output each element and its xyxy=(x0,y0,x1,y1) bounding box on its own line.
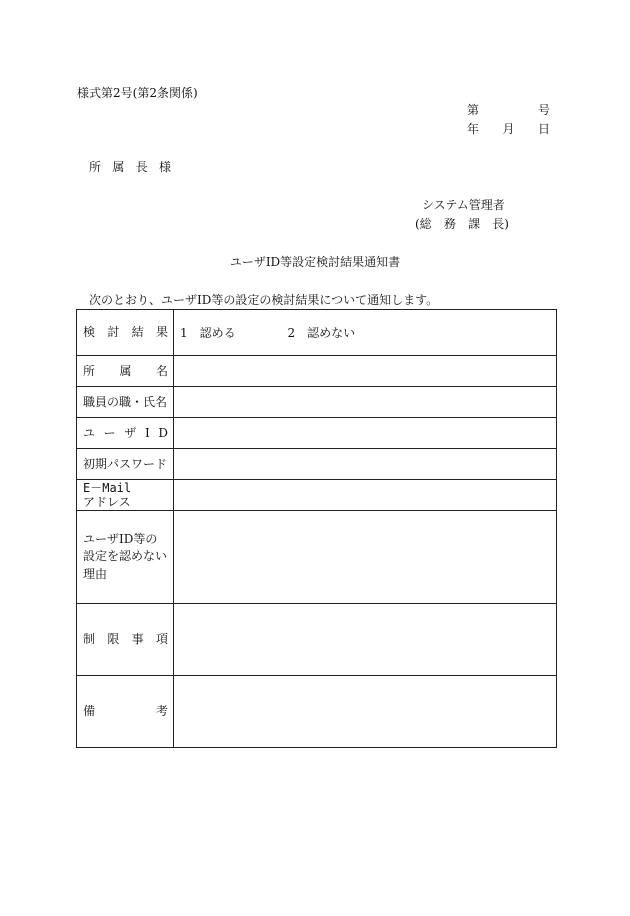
label-char: 備 xyxy=(83,704,96,719)
label-char: 所 xyxy=(83,363,96,378)
label-char: 名 xyxy=(155,363,168,378)
document-title: ユーザID等設定検討結果通知書 xyxy=(229,255,401,269)
value-remarks xyxy=(174,676,557,748)
form-number: 様式第2号(第2条関係) xyxy=(77,86,198,100)
label-char: 討 xyxy=(107,325,120,340)
date-month: 月 xyxy=(502,122,515,136)
addressee xyxy=(89,161,171,173)
addressee-char: 所 xyxy=(89,160,102,174)
sender-role-char: 課 xyxy=(468,217,481,231)
value-password xyxy=(174,449,557,480)
value-staff xyxy=(174,387,557,418)
label-char: 事 xyxy=(131,632,144,647)
label-char: I xyxy=(144,425,150,440)
label-text xyxy=(83,425,168,441)
document-date xyxy=(467,123,550,135)
row-affiliation xyxy=(77,356,557,387)
value-affiliation xyxy=(174,356,557,387)
label-email-line-2: アドレス xyxy=(83,495,131,509)
value-user-id xyxy=(174,418,557,449)
sender-role-char: (総 xyxy=(415,217,432,231)
label-password: 初期パスワード xyxy=(77,449,174,480)
label-char: 検 xyxy=(83,325,96,340)
row-remarks xyxy=(77,676,557,748)
label-email-line-1: E－Mail xyxy=(83,480,132,495)
label-char: 考 xyxy=(155,704,168,719)
label-char: 果 xyxy=(155,325,168,340)
label-char: 項 xyxy=(155,632,168,647)
label-user-id xyxy=(77,418,174,449)
sender-role xyxy=(415,218,509,230)
doc-number-prefix: 第 xyxy=(467,103,480,117)
label-char: D xyxy=(158,425,168,440)
label-text xyxy=(83,324,168,340)
label-char: 結 xyxy=(131,325,144,340)
doc-number-suffix: 号 xyxy=(537,103,550,117)
sender-title: システム管理者 xyxy=(422,198,505,212)
sender-role-char: 務 xyxy=(443,217,456,231)
row-user-id xyxy=(77,418,557,449)
label-staff: 職員の職・氏名 xyxy=(77,387,174,418)
label-affiliation xyxy=(77,356,174,387)
label-text xyxy=(83,703,168,719)
row-staff xyxy=(77,387,557,418)
label-char: 属 xyxy=(119,363,132,378)
row-reason xyxy=(77,511,557,604)
document-number xyxy=(467,104,550,116)
sender-role-char: 長) xyxy=(492,217,509,231)
label-reason: ユーザID等の設定を認めない理由 xyxy=(77,511,174,604)
label-review-result xyxy=(77,310,174,356)
label-char: 制 xyxy=(83,632,96,647)
date-year: 年 xyxy=(467,122,480,136)
label-char: 限 xyxy=(107,632,120,647)
row-email xyxy=(77,480,557,511)
label-char: ザ xyxy=(124,425,137,440)
row-restrictions xyxy=(77,604,557,676)
option-deny: 2 認めない xyxy=(287,326,356,340)
label-email xyxy=(77,480,174,511)
form-table xyxy=(76,309,557,748)
option-approve: 1 認める xyxy=(180,326,236,340)
row-review-result xyxy=(77,310,557,356)
value-email xyxy=(174,480,557,511)
addressee-char: 長 xyxy=(135,160,148,174)
label-text xyxy=(83,631,168,647)
value-review-result xyxy=(174,310,557,356)
addressee-char: 様 xyxy=(158,160,171,174)
addressee-char: 属 xyxy=(112,160,125,174)
value-restrictions xyxy=(174,604,557,676)
row-password xyxy=(77,449,557,480)
date-day: 日 xyxy=(537,122,550,136)
label-text xyxy=(83,363,168,379)
label-restrictions xyxy=(77,604,174,676)
label-char: ユ xyxy=(83,425,96,440)
value-reason xyxy=(174,511,557,604)
intro-text: 次のとおり、ユーザID等の設定の検討結果について通知します。 xyxy=(89,293,439,307)
label-char: ー xyxy=(103,425,116,440)
label-remarks xyxy=(77,676,174,748)
